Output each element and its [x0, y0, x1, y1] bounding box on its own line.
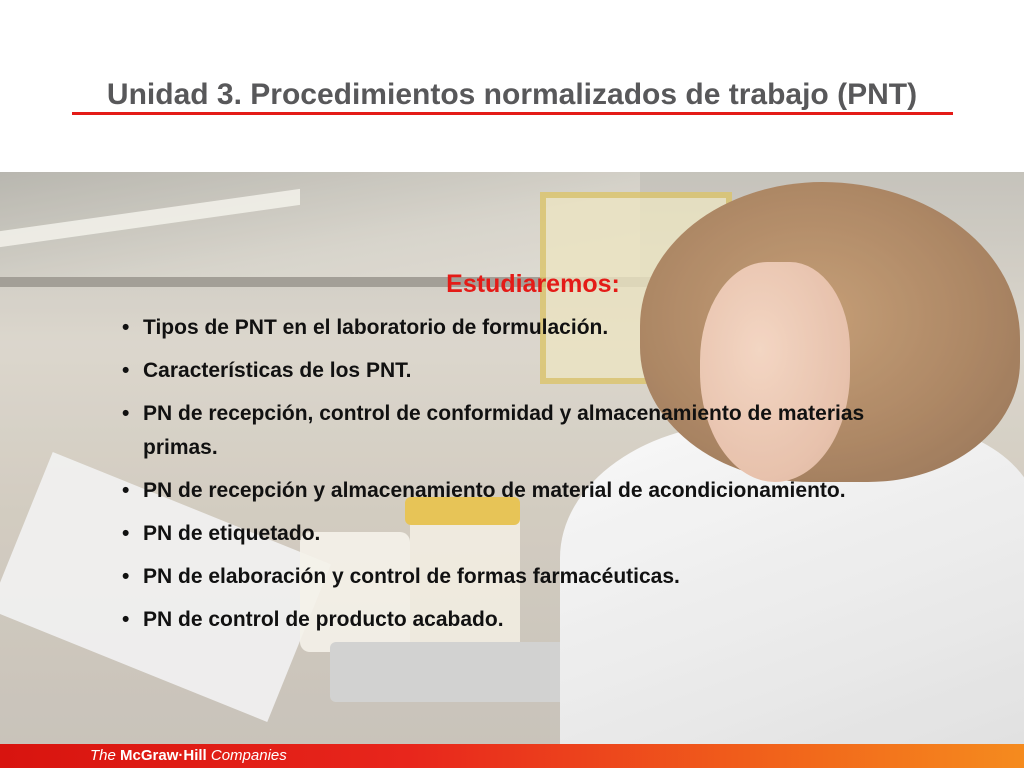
slide-title: Unidad 3. Procedimientos normalizados de trabajo (PNT) [106, 78, 918, 111]
list-item [118, 311, 908, 345]
list-item-text: PN de etiquetado. [143, 522, 321, 545]
list-item [118, 397, 908, 465]
bullet: • [122, 565, 130, 588]
list-item [118, 560, 908, 594]
list-item [118, 603, 908, 637]
list-item [118, 354, 908, 388]
bullet: • [122, 359, 130, 382]
bullet: • [122, 608, 130, 631]
list-item-text: PN de recepción, control de conformidad y almacenamiento de materias primas. [143, 402, 865, 459]
title-underline [72, 112, 953, 115]
bullet: • [122, 402, 130, 425]
bullet: • [122, 522, 130, 545]
slide-content [118, 270, 908, 646]
list-item-text: Características de los PNT. [143, 359, 412, 382]
slide-subtitle: Estudiaremos: [446, 270, 620, 298]
list-item-text: PN de recepción y almacenamiento de material de acondicionamiento. [143, 479, 846, 502]
logo-suffix: Companies [206, 747, 287, 764]
logo-brand: McGraw·Hill [120, 747, 207, 764]
bullet: • [122, 316, 130, 339]
list-item [118, 474, 908, 508]
list-item-text: PN de control de producto acabado. [143, 608, 504, 631]
footer-bar [0, 744, 1024, 768]
bullet: • [122, 479, 130, 502]
list-item-text: PN de elaboración y control de formas farmacéuticas. [143, 565, 680, 588]
list-item [118, 517, 908, 551]
topic-list [118, 311, 908, 637]
list-item-text: Tipos de PNT en el laboratorio de formulación. [143, 316, 609, 339]
publisher-logo [90, 747, 287, 764]
logo-prefix: The [90, 747, 121, 764]
